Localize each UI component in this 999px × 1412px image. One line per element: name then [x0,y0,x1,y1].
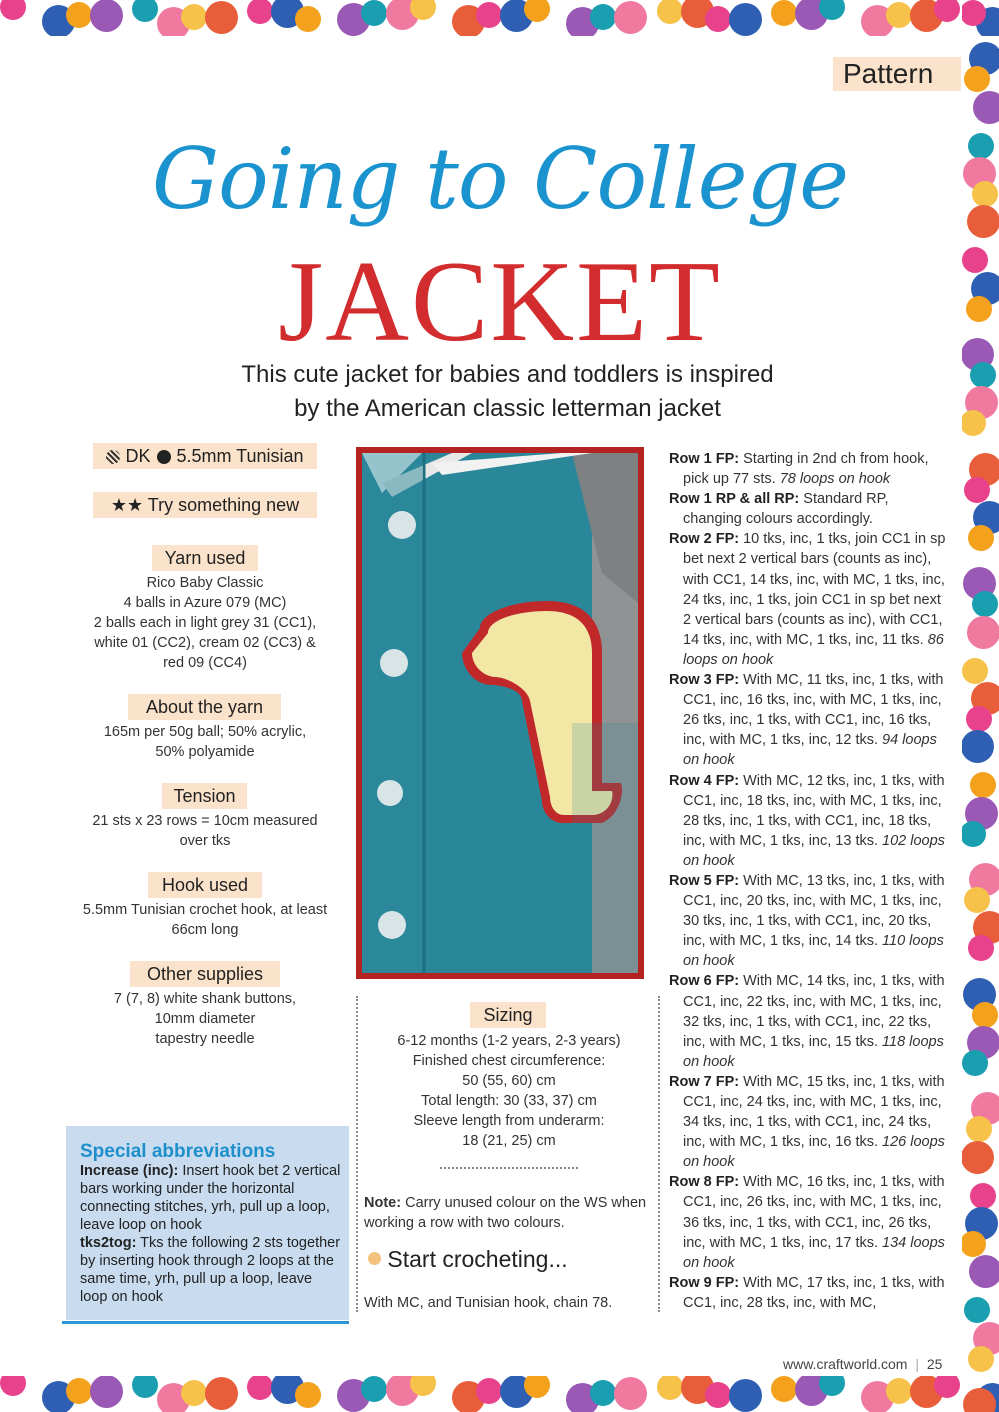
flower-shape [295,6,321,32]
flower-shape [361,0,387,26]
abbreviation-item [80,1162,342,1234]
row-label: Row 1 FP: [669,451,740,467]
flower-shape [614,1377,647,1410]
flower-shape [934,0,960,22]
row-text: With MC, 13 tks, inc, 1 tks, with CC1, inc, 20 tks, inc, with MC, 1 tks, inc, 30 tks, inc, 1 tks, with CC1, inc, 20 tks, inc, with MC, 1 tks, inc, 14 tks. [683,872,945,950]
flower-shape [964,477,990,503]
flower-shape [886,1378,912,1404]
flower-shape [962,730,994,763]
row-label: Row 7 FP: [669,1073,740,1090]
flower-shape [819,1376,845,1396]
section-body [70,811,340,851]
flower-shape [771,0,797,26]
flower-shape [966,706,992,732]
yarn-ball-icon [106,450,120,464]
row-text: With MC, 14 tks, inc, 1 tks, with CC1, inc, 22 tks, inc, with MC, 1 tks, inc, 32 tks, inc, 1 tks, with CC1, inc, 22 tks, inc, with MC, 1 tks, inc, 15 tks. [683,973,945,1050]
flower-shape [934,1376,960,1398]
yarn-ball-icon [368,1252,381,1265]
website-link[interactable]: www.craftworld.com [783,1356,908,1372]
row-text: 10 tks, inc, 1 tks, join CC1 in sp bet next 2 vertical bars (counts as inc), with CC1, 14 tks, inc, with MC, 1 tks, inc, 24 tks, inc, 1 tks, join CC1 in sp bet next 2 vertical bars (counts as inc), with CC1, 14 tks, inc, with MC, 1 tks, inc, 11 tks. [683,531,946,648]
abbreviations-list [80,1162,342,1306]
flower-shape [970,1183,996,1209]
difficulty-label: Try something new [147,495,300,515]
flower-shape [181,1380,207,1406]
flower-shape [295,1382,321,1408]
page-subtitle [150,358,865,426]
text-line: 6-12 months (1-2 years, 2-3 years) [397,1033,621,1049]
flower-shape [476,2,502,28]
footer-separator: | [915,1356,919,1372]
flower-shape [886,2,912,28]
jacket-illustration [362,453,638,973]
row-text: With MC, 17 tks, inc, 1 tks, with CC1, inc, 28 tks, inc, with MC, [683,1274,945,1311]
page-title-line1: Going to College [152,130,848,228]
flower-shape [968,935,994,961]
flower-shape [729,3,762,36]
row-label: Row 4 FP: [669,772,740,789]
section-heading: Hook used [148,872,262,898]
pattern-row [669,1172,949,1272]
flower-shape [361,1376,387,1402]
text-line: 7 (7, 8) white shank buttons, [113,991,297,1007]
hook-icon [157,450,171,464]
row-label: Row 9 FP: [669,1274,740,1291]
pattern-row [669,1072,949,1172]
difficulty-badge [93,492,317,518]
flower-shape [819,0,845,20]
text-line: 2 balls each in light grey 31 (CC1), [93,615,317,631]
section-heading: Sizing [470,1002,546,1028]
page-title-line2: JACKET [278,238,722,366]
section-body [70,573,340,673]
flower-shape [705,1382,731,1408]
row-text: With MC, 15 tks, inc, 1 tks, with CC1, inc, 24 tks, inc, with MC, 1 tks, inc, 34 tks, inc, 1 tks, with CC1, inc, 24 tks, inc, with MC, 1 tks, inc, 16 tks. [683,1073,945,1151]
flower-shape [964,66,990,92]
pattern-rows [669,449,949,1313]
text-line: 50 (55, 60) cm [462,1073,556,1089]
column-divider [658,996,660,1312]
abbreviation-definition: Tks the following 2 sts together by inserting hook through 2 loops at the same time, yrh, pull up a loop, leave loop on hook [80,1235,341,1305]
pattern-row [669,670,949,770]
flower-shape [66,2,92,28]
flower-shape [590,1380,616,1406]
text-line: 21 sts x 23 rows = 10cm measured [92,813,318,829]
row-count: 126 loops on hook [683,1134,945,1171]
row-count: 118 loops on hook [683,1033,944,1070]
start-text: With MC, and Tunisian hook, chain 78. [364,1295,613,1311]
row-count: 134 loops on hook [683,1234,945,1271]
flower-shape [964,887,990,913]
flower-shape [657,0,683,24]
text-line: white 01 (CC2), cream 02 (CC3) & [94,635,316,651]
section-heading: Other supplies [130,961,280,987]
text-line: red 09 (CC4) [163,655,247,671]
text-line: 50% polyamide [155,744,255,760]
materials-badge [93,443,317,469]
section-heading: About the yarn [128,694,281,720]
flower-shape [970,772,996,798]
section-tag [833,57,961,91]
abbreviation-definition: Insert hook bet 2 vertical bars working under the horizontal connecting stitches, yrh, pull up a loop, leave loop on hook [80,1163,341,1233]
flower-shape [247,1376,273,1400]
flower-shape [205,1377,238,1410]
pattern-row [669,529,949,670]
flower-shape [972,591,998,617]
text-line: tapestry needle [155,1031,255,1047]
row-label: Row 2 FP: [669,531,740,548]
flower-shape [90,1376,123,1408]
abbreviation-term: Increase (inc): [80,1163,179,1179]
flower-shape [962,1141,994,1174]
row-text: With MC, 11 tks, inc, 1 tks, with CC1, inc, 16 tks, inc, with MC, 1 tks, inc, 26 tks, inc, 1 tks, with CC1, inc, 16 tks, inc, with MC, 1 tks, inc, 12 tks. [683,672,944,749]
flower-shape [410,1376,436,1396]
sizing-details [364,1031,654,1151]
row-text: Starting in 2nd ch from hook, pick up 77 sts. [683,451,929,488]
pattern-row [669,971,949,1071]
pattern-row [669,489,949,529]
page-number: 25 [926,1356,943,1372]
flower-shape [966,1116,992,1142]
text-line: Rico Baby Classic [146,575,264,591]
text-line: Finished chest circumference: [412,1053,606,1069]
difficulty-stars-icon: ★★ [110,495,144,515]
flower-border-top [0,0,999,36]
yarn-weight: DK [125,446,151,466]
row-label: Row 1 RP & all RP: [669,491,800,508]
flower-shape [962,0,986,26]
subtitle-line1: This cute jacket for babies and toddlers is inspired [241,361,774,388]
section-body [70,722,340,762]
flower-shape [771,1376,797,1402]
flower-shape [590,4,616,30]
text-line: 18 (21, 25) cm [462,1133,556,1149]
flower-shape [968,1346,994,1372]
flower-shape [181,4,207,30]
pattern-row [669,771,949,871]
flower-shape [247,0,273,24]
flower-shape [968,525,994,551]
flower-shape [66,1378,92,1404]
flower-shape [964,1297,990,1323]
page-footer [783,1356,942,1372]
section-body [70,989,340,1049]
section-heading: Tension [162,783,247,809]
flower-shape [962,410,986,436]
jacket-photo [356,447,644,979]
start-heading-row [368,1246,568,1273]
flower-shape [729,1379,762,1412]
flower-shape [524,0,550,22]
abbreviations-title: Special abbreviations [80,1141,276,1162]
note-text: Carry unused colour on the WS when working a row with two colours. [364,1195,647,1231]
flower-shape [410,0,436,20]
pattern-row [669,871,949,971]
note-label: Note: [364,1195,402,1211]
text-line: 66cm long [171,922,239,938]
row-label: Row 5 FP: [669,872,740,889]
row-count: 78 loops on hook [779,471,891,488]
flower-border-bottom [0,1376,999,1412]
row-count: 94 loops on hook [683,732,937,769]
abbreviation-item [80,1234,342,1306]
flower-shape [524,1376,550,1398]
flower-shape [972,1002,998,1028]
row-text: With MC, 16 tks, inc, 1 tks, with CC1, inc, 26 tks, inc, with MC, 1 tks, inc, 36 tks, inc, 1 tks, with CC1, inc, 26 tks, inc, with MC, 1 tks, inc, 17 tks. [683,1174,945,1251]
text-line: Total length: 30 (33, 37) cm [421,1093,597,1109]
row-count: 102 loops on hook [683,832,945,869]
section-heading: Yarn used [152,545,258,571]
pattern-row [669,1273,949,1313]
row-label: Row 6 FP: [669,973,740,990]
flower-shape [962,1231,986,1257]
flower-shape [962,1050,988,1076]
row-label: Row 3 FP: [669,672,740,689]
row-label: Row 8 FP: [669,1174,740,1191]
flower-shape [90,0,123,32]
text-line: Sleeve length from underarm: [413,1113,605,1129]
flower-shape [969,1255,999,1288]
flower-shape [0,1376,26,1396]
section-tag-label: Pattern [843,58,934,89]
text-line: 5.5mm Tunisian crochet hook, at least [82,902,328,918]
subtitle-line2: by the American classic letterman jacket [294,395,721,422]
flower-shape [962,658,988,684]
start-heading: Start crocheting... [387,1246,568,1272]
section-body [70,900,340,940]
flower-shape [0,0,26,20]
text-line: 10mm diameter [154,1011,256,1027]
row-count: 86 loops on hook [683,631,944,668]
abbreviations-box [66,1126,349,1320]
text-line: 4 balls in Azure 079 (MC) [123,595,287,611]
flower-shape [705,6,731,32]
column-divider [356,996,358,1312]
flower-shape [967,616,999,649]
flower-shape [614,1,647,34]
flower-shape [476,1378,502,1404]
text-line: over tks [179,833,231,849]
note [364,1193,654,1233]
pattern-row [669,449,949,489]
row-count: 110 loops on hook [683,933,944,970]
flower-shape [973,91,999,124]
flower-shape [132,1376,158,1398]
hook-size: 5.5mm Tunisian [176,446,304,466]
flower-shape [132,0,158,22]
flower-shape [963,1388,996,1412]
abbreviations-underline [62,1321,349,1324]
flower-shape [962,821,986,847]
text-line: 165m per 50g ball; 50% acrylic, [103,724,307,740]
flower-shape [205,1,238,34]
row-text: Standard RP, changing colours accordingly. [683,491,889,528]
row-text: With MC, 12 tks, inc, 1 tks, with CC1, inc, 18 tks, inc, with MC, 1 tks, inc, 28 tks, inc, 1 tks, with CC1, inc, 18 tks, inc, with MC, 1 tks, inc, 13 tks. [683,772,945,849]
flower-shape [657,1376,683,1400]
sizing-divider [440,1167,578,1169]
abbreviation-term: tks2tog: [80,1235,137,1251]
